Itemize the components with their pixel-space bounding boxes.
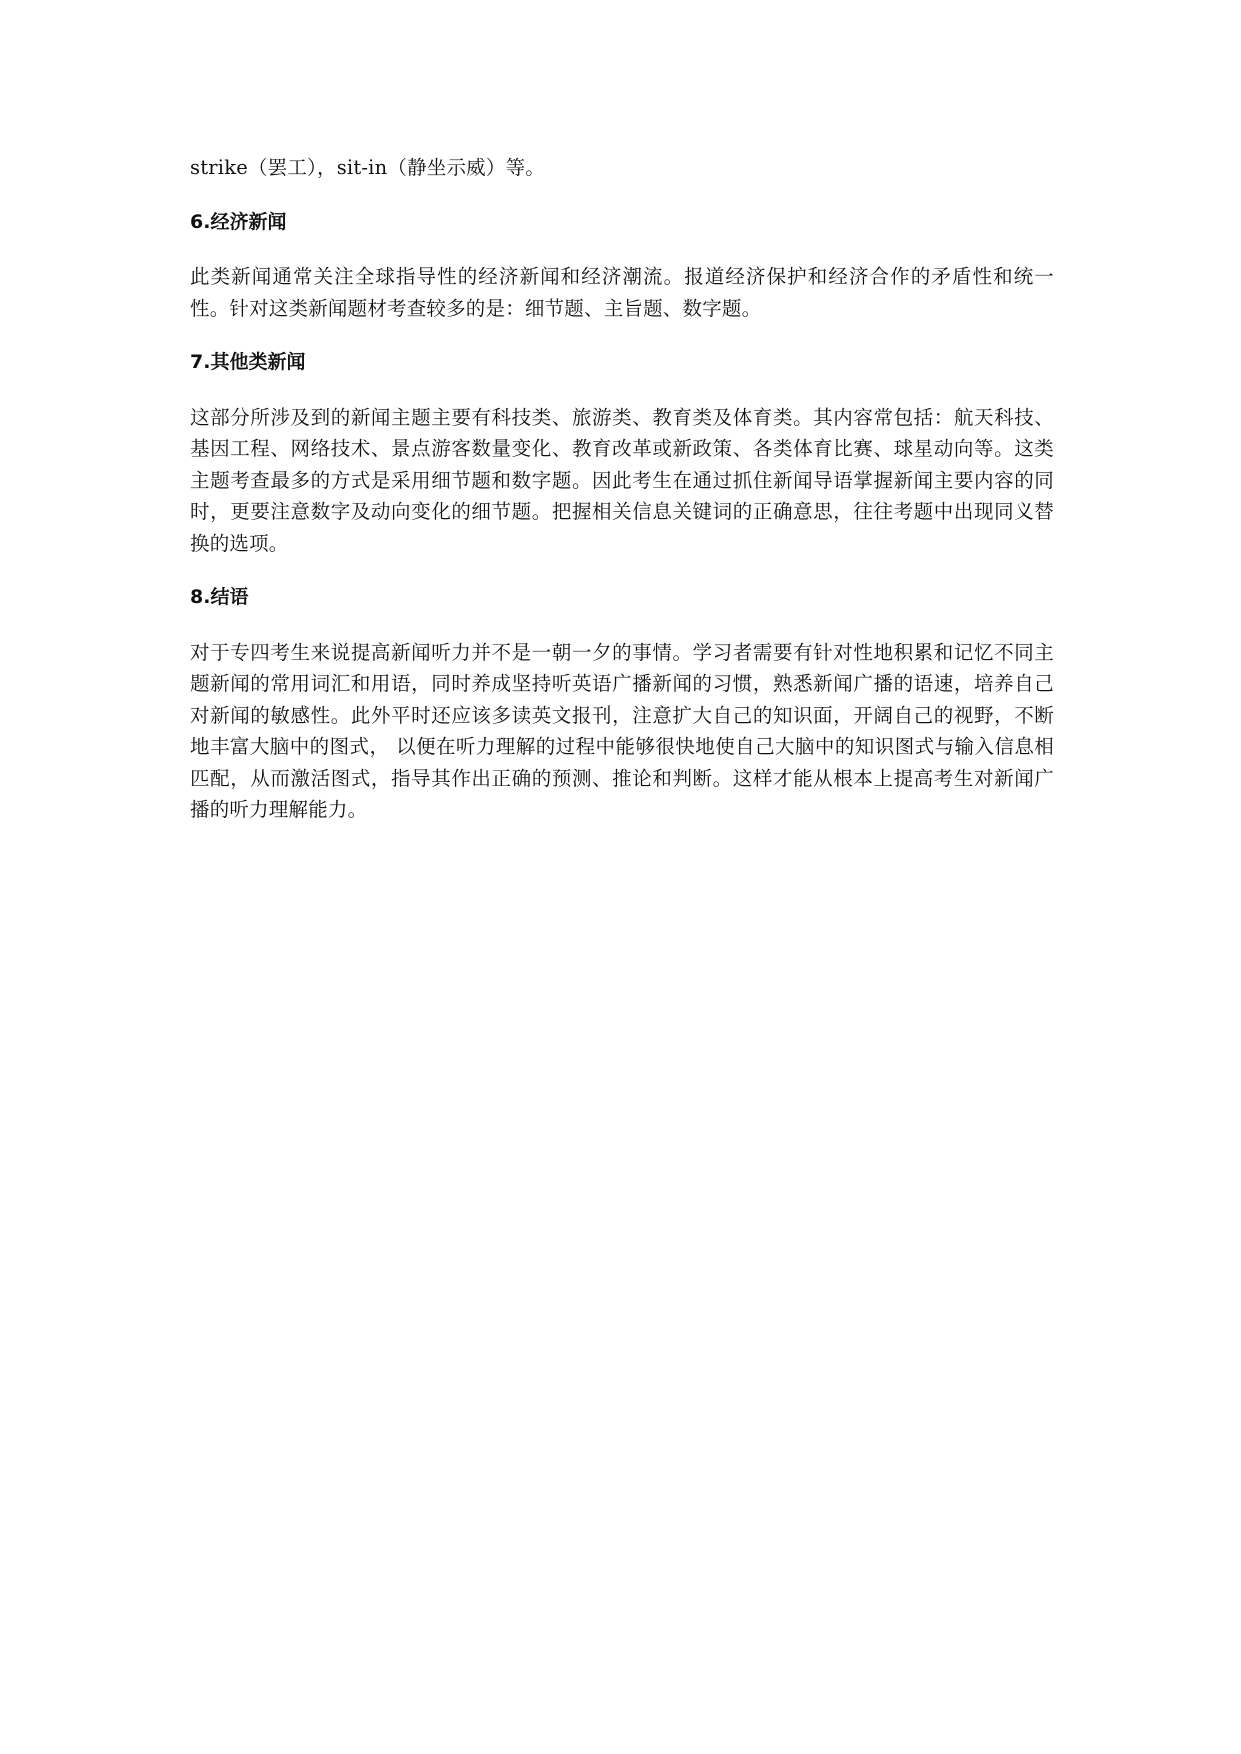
section-paragraph: 此类新闻通常关注全球指导性的经济新闻和经济潮流。报道经济保护和经济合作的矛盾性和统一性。针对这类新闻题材考查较多的是：细节题、主旨题、数字题。 (190, 265, 1054, 320)
section-heading: 7.其他类新闻 (190, 351, 306, 373)
section-other-news (190, 347, 1054, 559)
section-economic-news (190, 207, 1054, 325)
intro-paragraph: strike（罢工），sit-in（静坐示威）等。 (190, 156, 545, 179)
section-heading: 8.结语 (190, 586, 249, 608)
section-paragraph: 对于专四考生来说提高新闻听力并不是一朝一夕的事情。学习者需要有针对性地积累和记忆不同主题新闻的常用词汇和用语，同时养成坚持听英语广播新闻的习惯，熟悉新闻广播的语速，培养自己对新闻的敏感性。此外平时还应该多读英文报刊，注意扩大自己的知识面，开阔自己的视野，不断地丰富大脑中的图式， 以便在听力理解的过程中能够很快地使自己大脑中的知识图式与输入信息相匹配，从而激活图式，指导其作出正确的预测、推论和判断。这样才能从根本上提高考生对新闻广播的听力理解能力。 (190, 640, 1054, 821)
section-paragraph: 这部分所涉及到的新闻主题主要有科技类、旅游类、教育类及体育类。其内容常包括：航天科技、基因工程、网络技术、景点游客数量变化、教育改革或新政策、各类体育比赛、球星动向等。这类主题考查最多的方式是采用细节题和数字题。因此考生在通过抓住新闻导语掌握新闻主要内容的同时，更要注意数字及动向变化的细节题。把握相关信息关键词的正确意思，往往考题中出现同义替换的选项。 (190, 405, 1054, 555)
document-body (190, 152, 1054, 826)
section-conclusion (190, 582, 1054, 826)
section-heading: 6.经济新闻 (190, 210, 287, 233)
